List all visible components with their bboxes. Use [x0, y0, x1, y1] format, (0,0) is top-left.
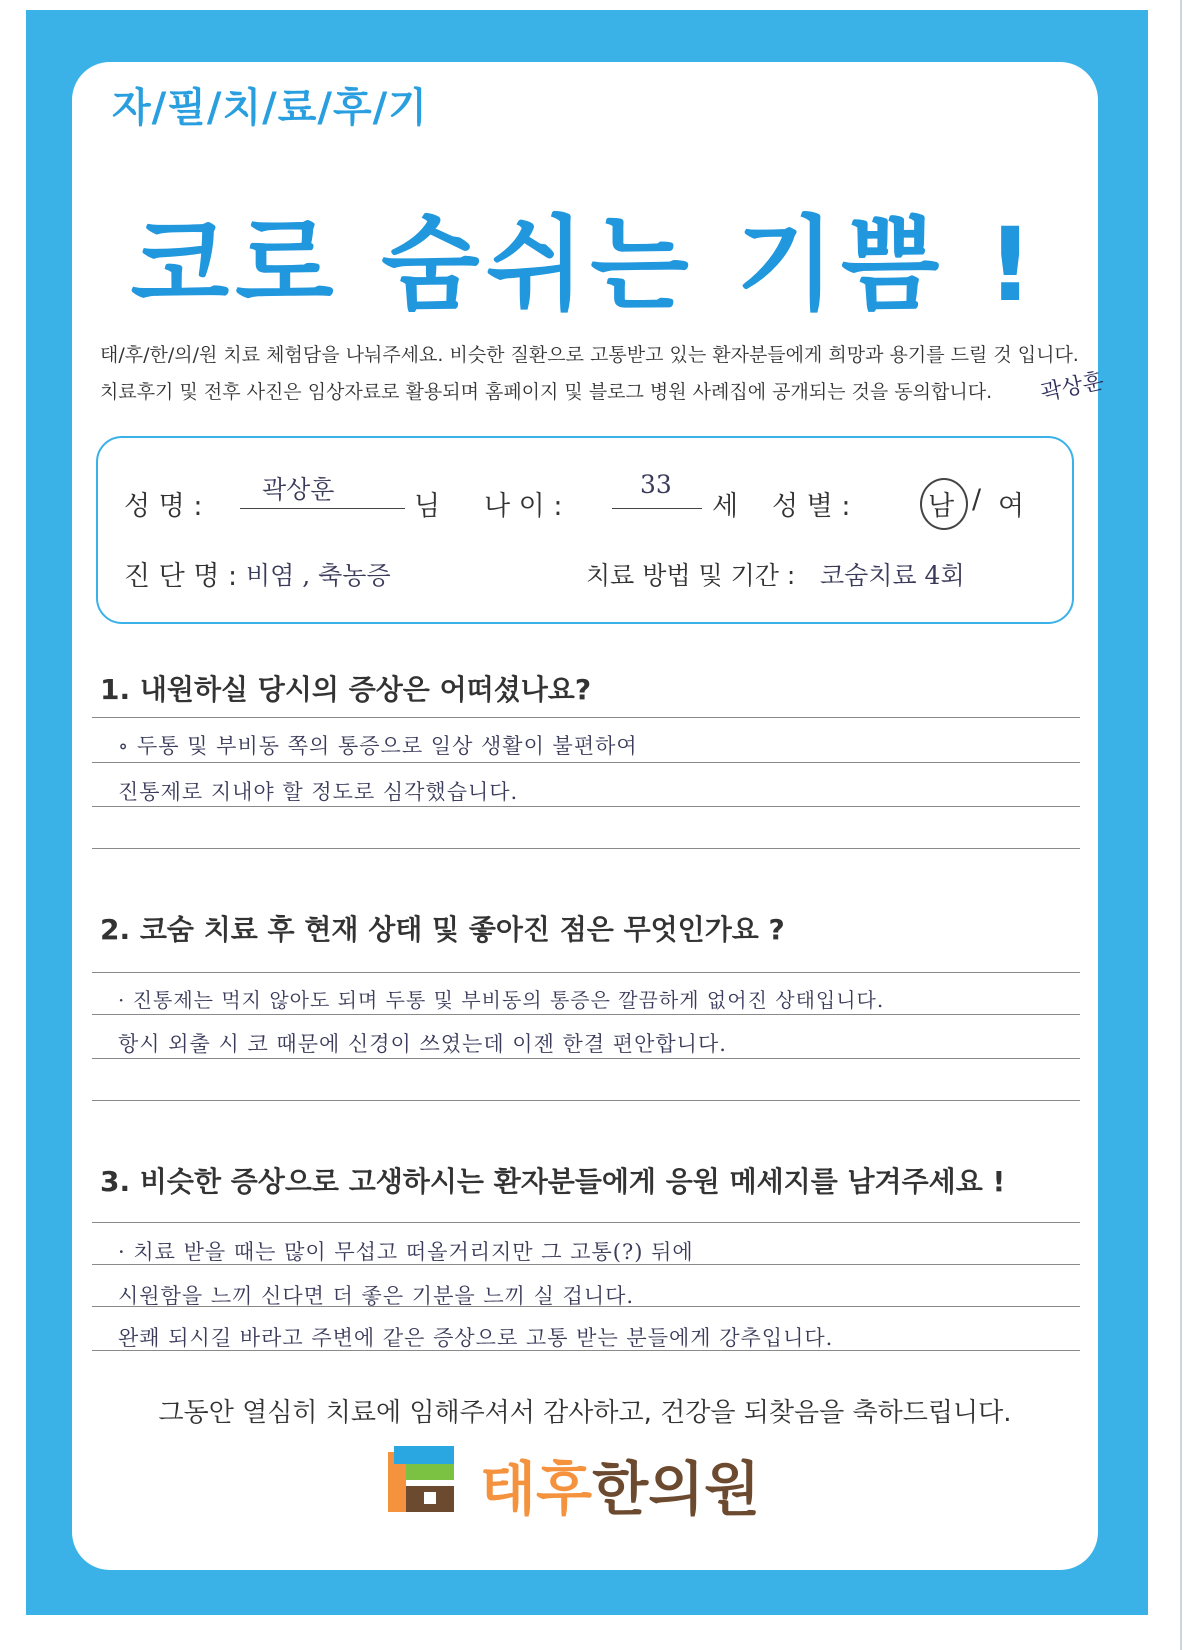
- answer-rule: [92, 1264, 1080, 1265]
- answer-rule: [92, 806, 1080, 807]
- headline: 코로 숨쉬는 기쁨 !: [130, 206, 1040, 325]
- answer-2-line-1[interactable]: · 진통제는 먹지 않아도 되며 두통 및 부비동의 통증은 깔끔하게 없어진 상태입니다.: [118, 988, 885, 1012]
- answer-rule: [92, 1014, 1080, 1015]
- answer-rule: [92, 848, 1080, 849]
- answer-3-line-1[interactable]: · 치료 받을 때는 많이 무섭고 떠올거리지만 그 고통(?) 뒤에: [118, 1240, 694, 1264]
- intro-line-2: 치료후기 및 전후 사진은 임상자료로 활용되며 홈페이지 및 블로그 병원 사례집에 공개되는 것을 동의합니다.: [100, 381, 993, 403]
- question-2-title: 2. 코숨 치료 후 현재 상태 및 좋아진 점은 무엇인가요 ?: [100, 913, 785, 946]
- answer-3-line-3[interactable]: 완쾌 되시길 바라고 주변에 같은 증상으로 고통 받는 분들에게 강추입니다.: [118, 1326, 834, 1350]
- question-3-title: 3. 비슷한 증상으로 고생하시는 환자분들에게 응원 메세지를 남겨주세요 !: [100, 1165, 1006, 1198]
- patient-info-box: [96, 436, 1074, 624]
- answer-3-line-2[interactable]: 시원함을 느끼 신다면 더 좋은 기분을 느끼 실 겁니다.: [118, 1284, 635, 1308]
- clinic-name: [480, 1442, 760, 1526]
- name-underline: [240, 508, 405, 509]
- name-label: 성 명 :: [124, 491, 203, 522]
- gender-female[interactable]: 여: [998, 491, 1025, 522]
- method-value[interactable]: 코숨치료 4회: [820, 561, 965, 590]
- consent-signature: 곽상훈: [1038, 368, 1107, 407]
- answer-2-line-2[interactable]: 항시 외출 시 코 때문에 신경이 쓰였는데 이젠 한결 편안합니다.: [118, 1032, 727, 1056]
- page-edge: [1180, 0, 1182, 1650]
- method-label: 치료 방법 및 기간 :: [586, 561, 796, 590]
- intro-line-1: 태/후/한/의/원 치료 체험담을 나눠주세요. 비슷한 질환으로 고통받고 있는 환자분들에게 희망과 용기를 드릴 것 입니다.: [100, 344, 1079, 366]
- answer-rule: [92, 1100, 1080, 1101]
- diagnosis-value[interactable]: 비염 , 축농증: [246, 561, 391, 590]
- age-underline: [612, 508, 702, 509]
- answer-rule: [92, 1306, 1080, 1307]
- name-suffix: 님: [414, 491, 441, 522]
- kicker-title: 자/필/치/료/후/기: [112, 85, 428, 131]
- answer-rule: [92, 717, 1080, 718]
- diagnosis-label: 진 단 명 :: [124, 561, 238, 592]
- answer-rule: [92, 1222, 1080, 1223]
- answer-rule: [92, 762, 1080, 763]
- clinic-name-part-1: 태후: [480, 1455, 593, 1523]
- age-label: 나 이 :: [484, 491, 563, 522]
- answer-rule: [92, 1058, 1080, 1059]
- gender-label: 성 별 :: [772, 491, 851, 522]
- answer-1-line-1[interactable]: ∘ 두통 및 부비동 쪽의 통증으로 일상 생활이 불편하여: [118, 734, 638, 758]
- question-1-title: 1. 내원하실 당시의 증상은 어떠셨나요?: [100, 673, 592, 706]
- clinic-name-part-2: 한의원: [592, 1455, 761, 1523]
- answer-1-line-2[interactable]: 진통제로 지내야 할 정도로 심각했습니다.: [118, 780, 519, 804]
- age-value[interactable]: 33: [640, 470, 672, 499]
- clinic-logo-icon: [388, 1446, 460, 1518]
- gender-male[interactable]: 남: [928, 491, 955, 522]
- closing-message: 그동안 열심히 치료에 임해주셔서 감사하고, 건강을 되찾음을 축하드립니다.: [158, 1398, 1012, 1428]
- answer-rule: [92, 972, 1080, 973]
- gender-separator: /: [972, 484, 982, 515]
- name-value[interactable]: 곽상훈: [262, 475, 335, 504]
- age-suffix: 세: [712, 491, 739, 522]
- answer-rule: [92, 1350, 1080, 1351]
